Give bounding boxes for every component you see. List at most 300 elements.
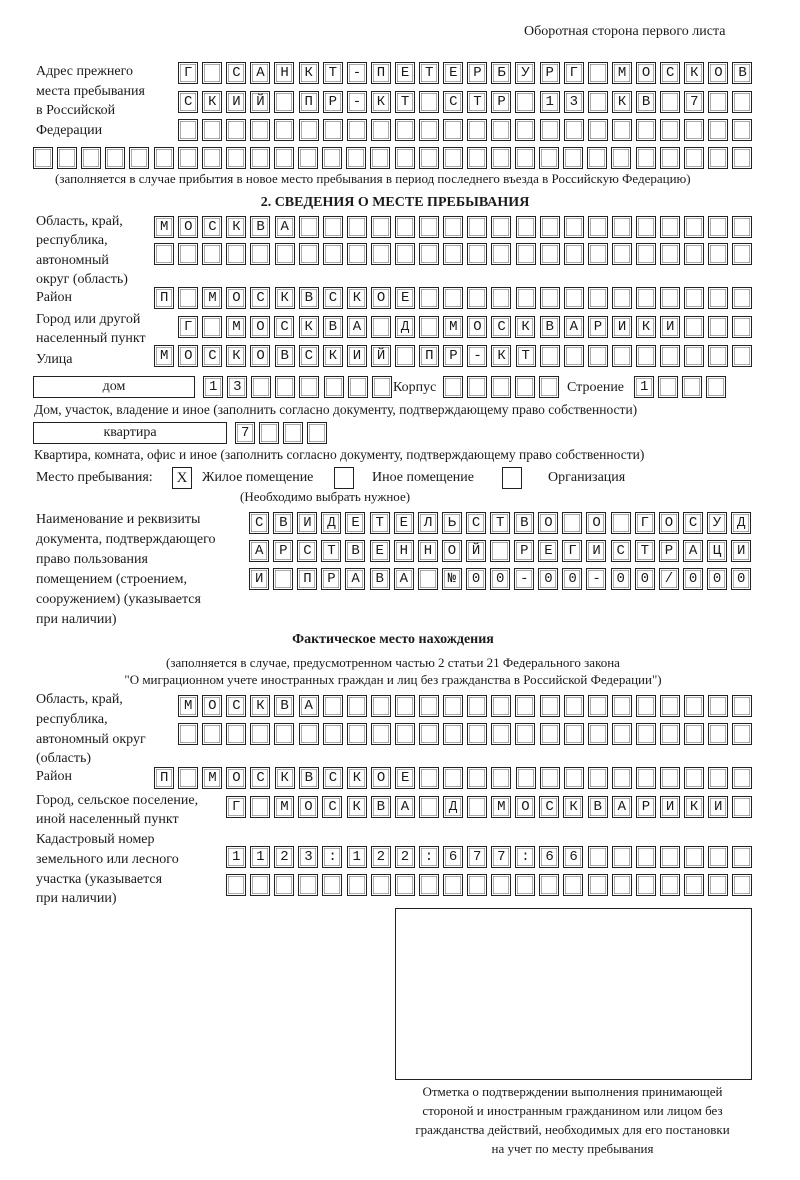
char-cell[interactable] [564,119,584,141]
char-cell[interactable] [660,723,680,745]
char-cell[interactable] [636,695,656,717]
prev-address-row-1[interactable] [178,62,763,84]
char-cell[interactable] [202,243,222,265]
document-label-3: право пользования [36,552,148,567]
street-label: Улица [36,352,73,367]
char-cell[interactable] [660,695,680,717]
char-cell[interactable] [564,345,584,367]
char-cell[interactable] [307,422,327,444]
prev-address-label-1: Адрес прежнего [36,64,133,79]
char-cell[interactable] [684,874,704,896]
char-cell[interactable] [732,767,752,789]
char-cell[interactable] [732,345,752,367]
char-cell[interactable] [250,119,270,141]
char-cell[interactable] [154,147,174,169]
char-cell[interactable] [732,723,752,745]
char-cell[interactable] [708,147,728,169]
actual-city-text: Г МОСКВА Д МОСКВАРИКИ [232,799,739,815]
char-cell[interactable] [299,723,319,745]
char-cell[interactable] [322,147,342,169]
char-cell[interactable] [612,767,632,789]
cadastral-label-3: участка (указывается [36,872,163,887]
stamp-caption-4: на учет по месту пребывания [491,1141,654,1156]
char-cell[interactable] [588,243,608,265]
char-cell[interactable] [684,243,704,265]
street-row[interactable] [154,345,753,367]
char-cell[interactable] [371,243,391,265]
korpus-label: Корпус [393,380,437,395]
char-cell[interactable] [299,119,319,141]
document-label-5: сооружением) (указывается [36,592,201,607]
prev-address-row-4[interactable] [33,147,753,169]
apartment-caption: Квартира, комната, офис и иное (заполнить согласно документу, подтверждающему право собственности) [34,447,645,462]
char-cell[interactable] [467,695,487,717]
actual-region-row-2[interactable] [178,723,753,745]
char-cell[interactable] [226,147,246,169]
char-cell[interactable] [371,874,391,896]
char-cell[interactable] [226,119,246,141]
char-cell[interactable] [708,287,728,309]
actual-region-label-4: (область) [36,751,92,766]
char-cell[interactable] [539,147,559,169]
char-cell[interactable] [660,287,680,309]
char-cell[interactable] [491,376,511,398]
char-cell[interactable] [443,767,463,789]
char-cell[interactable] [515,376,535,398]
actual-district-label: Район [36,769,72,784]
document-row-3[interactable] [249,568,762,590]
char-cell[interactable] [226,243,246,265]
char-cell[interactable] [636,216,656,238]
char-cell[interactable] [178,147,198,169]
char-cell[interactable] [612,119,632,141]
prev-address-label-2: места пребывания [36,84,145,99]
char-cell[interactable] [708,767,728,789]
char-cell[interactable] [660,345,680,367]
char-cell[interactable] [250,723,270,745]
korpus-row[interactable] [443,376,560,398]
region-row-1-text: МОСКВА [160,219,305,235]
char-cell[interactable] [588,695,608,717]
char-cell[interactable] [467,767,487,789]
char-cell[interactable] [250,243,270,265]
checkbox-residential[interactable]: X [172,467,192,489]
char-cell[interactable] [491,723,511,745]
char-cell[interactable] [660,767,680,789]
char-cell[interactable] [347,723,367,745]
char-cell[interactable] [563,147,583,169]
char-cell[interactable] [612,287,632,309]
char-cell[interactable] [732,147,752,169]
char-cell[interactable] [660,243,680,265]
char-cell[interactable] [274,147,294,169]
char-cell[interactable] [491,216,511,238]
prev-address-label-4: Федерации [36,123,103,138]
char-cell[interactable] [443,243,463,265]
char-cell[interactable] [708,723,728,745]
char-cell[interactable] [154,243,174,265]
char-cell[interactable] [708,119,728,141]
char-cell[interactable] [732,695,752,717]
apartment-number-row[interactable] [235,422,328,444]
cadastral-label-4: при наличии) [36,891,117,906]
char-cell[interactable] [732,287,752,309]
actual-city-label-1: Город, сельское поселение, [36,793,199,808]
char-cell[interactable] [684,216,704,238]
actual-region-row-1[interactable] [178,695,753,717]
char-cell[interactable] [612,216,632,238]
char-cell[interactable] [732,316,752,338]
actual-region-label-3: автономный округ [36,732,146,747]
char-cell[interactable] [371,119,391,141]
char-cell[interactable] [732,243,752,265]
char-cell[interactable] [491,287,511,309]
char-cell[interactable] [540,695,560,717]
char-cell[interactable] [491,147,511,169]
char-cell[interactable] [708,846,728,868]
char-cell[interactable] [491,119,511,141]
city-row-text: Г МОСКВА Д МОСКВАРИКИ [184,319,691,335]
char-cell[interactable] [706,376,726,398]
char-cell[interactable] [611,147,631,169]
char-cell[interactable] [636,723,656,745]
char-cell[interactable] [588,216,608,238]
actual-district-row[interactable] [154,767,753,789]
char-cell[interactable] [178,119,198,141]
char-cell[interactable] [33,147,53,169]
char-cell[interactable] [299,243,319,265]
char-cell[interactable] [564,767,584,789]
document-label-2: документа, подтверждающего [36,532,216,547]
char-cell[interactable] [684,846,704,868]
apartment-type-field[interactable]: квартира [33,422,227,444]
stamp-caption-1: Отметка о подтверждении выполнения принимающей [422,1084,723,1099]
char-cell[interactable] [324,376,344,398]
char-cell[interactable] [395,695,415,717]
char-cell[interactable] [81,147,101,169]
char-cell[interactable] [491,243,511,265]
char-cell[interactable] [467,119,487,141]
char-cell[interactable] [539,874,559,896]
char-cell[interactable] [371,695,391,717]
confirmation-stamp-box [395,908,752,1080]
char-cell[interactable] [612,243,632,265]
char-cell[interactable] [57,147,77,169]
char-cell[interactable] [419,216,439,238]
region-label-4: округ (область) [36,272,128,287]
document-row-2-text: АРСТВЕННОЙ РЕГИСТРАЦИ [255,543,762,559]
char-cell[interactable] [636,345,656,367]
char-cell[interactable] [636,119,656,141]
char-cell[interactable] [636,287,656,309]
header-note: Оборотная сторона первого листа [524,24,726,39]
char-cell[interactable] [515,695,535,717]
char-cell[interactable] [708,345,728,367]
char-cell[interactable] [660,119,680,141]
char-cell[interactable] [347,216,367,238]
char-cell[interactable] [636,147,656,169]
char-cell[interactable] [732,216,752,238]
char-cell[interactable] [467,287,487,309]
char-cell[interactable] [636,874,656,896]
char-cell[interactable] [684,767,704,789]
char-cell[interactable] [467,147,487,169]
document-row-3-text: И ПРАВА №00-00-00/000 [255,571,762,587]
char-cell[interactable] [636,846,656,868]
char-cell[interactable] [370,147,390,169]
char-cell[interactable] [202,723,222,745]
char-cell[interactable] [732,846,752,868]
char-cell[interactable] [226,723,246,745]
document-row-1[interactable] [249,512,762,534]
char-cell[interactable] [516,216,536,238]
char-cell[interactable] [708,243,728,265]
prev-address-row-1-text: Г САНКТ-ПЕТЕРБУРГ МОСКОВ [184,65,763,81]
char-cell[interactable] [346,147,366,169]
char-cell[interactable] [684,147,704,169]
char-cell[interactable] [732,874,752,896]
actual-city-row[interactable] [226,796,753,818]
house-number-text: 13 [209,379,258,395]
char-cell[interactable] [323,243,343,265]
char-cell[interactable] [588,767,608,789]
char-cell[interactable] [732,119,752,141]
char-cell[interactable] [588,723,608,745]
char-cell[interactable] [371,723,391,745]
char-cell[interactable] [323,119,343,141]
city-label-1: Город или другой [36,312,141,327]
char-cell[interactable] [395,119,415,141]
char-cell[interactable] [419,723,439,745]
char-cell[interactable] [684,723,704,745]
char-cell[interactable] [467,243,487,265]
char-cell[interactable] [612,345,632,367]
char-cell[interactable] [178,243,198,265]
checkbox-other-premises[interactable] [334,467,354,489]
char-cell[interactable] [516,767,536,789]
char-cell[interactable] [226,874,246,896]
char-cell[interactable] [588,287,608,309]
char-cell[interactable] [443,119,463,141]
char-cell[interactable] [202,119,222,141]
option-organization-label: Организация [548,470,626,485]
stamp-caption-2: стороной и иностранным гражданином или лицом без [422,1103,723,1118]
section2-title: 2. СВЕДЕНИЯ О МЕСТЕ ПРЕБЫВАНИЯ [260,195,530,210]
char-cell[interactable] [395,723,415,745]
char-cell[interactable] [443,287,463,309]
char-cell[interactable] [250,147,270,169]
char-cell[interactable] [419,695,439,717]
region-row-2[interactable] [154,243,753,265]
char-cell[interactable] [443,216,463,238]
char-cell[interactable] [467,376,487,398]
char-cell[interactable] [660,846,680,868]
char-cell[interactable] [588,345,608,367]
document-label-4: помещением (строением, [36,572,187,587]
char-cell[interactable] [298,147,318,169]
char-cell[interactable] [395,874,415,896]
char-cell[interactable] [684,119,704,141]
char-cell[interactable] [732,91,752,113]
char-cell[interactable] [372,376,392,398]
actual-district-text: П МОСКВСКОЕ [160,770,426,786]
apartment-number-text: 7 [241,425,266,441]
stay-place-label: Место пребывания: [36,470,153,485]
char-cell[interactable] [347,874,367,896]
document-row-2[interactable] [249,540,762,562]
char-cell[interactable] [419,147,439,169]
prev-address-row-3[interactable] [178,119,753,141]
char-cell[interactable] [564,243,584,265]
char-cell[interactable] [275,376,295,398]
district-label: Район [36,290,72,305]
house-type-field[interactable]: дом [33,376,195,398]
char-cell[interactable] [443,147,463,169]
char-cell[interactable] [395,147,415,169]
region-label-3: автономный [36,253,109,268]
actual-city-label-2: иной населенный пункт [36,812,179,827]
char-cell[interactable] [395,243,415,265]
char-cell[interactable] [322,874,342,896]
prev-address-label-3: в Российской [36,103,116,118]
char-cell[interactable] [684,345,704,367]
char-cell[interactable] [347,243,367,265]
char-cell[interactable] [684,287,704,309]
char-cell[interactable] [467,874,487,896]
char-cell[interactable] [443,874,463,896]
char-cell[interactable] [612,846,632,868]
actual-region-label-2: республика, [36,712,108,727]
document-label-1: Наименование и реквизиты [36,512,201,527]
char-cell[interactable] [348,376,368,398]
char-cell[interactable] [588,874,608,896]
char-cell[interactable] [323,723,343,745]
char-cell[interactable] [636,767,656,789]
char-cell[interactable] [708,216,728,238]
char-cell[interactable] [612,695,632,717]
building-label: Строение [567,380,625,395]
char-cell[interactable] [491,767,511,789]
char-cell[interactable] [540,723,560,745]
city-row[interactable] [178,316,753,338]
char-cell[interactable] [563,874,583,896]
cadastral-row-1[interactable] [226,846,753,868]
char-cell[interactable] [275,243,295,265]
char-cell[interactable] [708,316,728,338]
actual-region-label-1: Область, край, [36,692,123,707]
char-cell[interactable] [515,119,535,141]
district-row[interactable] [154,287,753,309]
char-cell[interactable] [660,874,680,896]
char-cell[interactable] [298,874,318,896]
char-cell[interactable] [419,874,439,896]
char-cell[interactable] [467,723,487,745]
char-cell[interactable] [274,119,294,141]
char-cell[interactable] [660,147,680,169]
house-number-row[interactable] [203,376,393,398]
char-cell[interactable] [443,723,463,745]
char-cell[interactable] [419,119,439,141]
char-cell[interactable] [540,287,560,309]
char-cell[interactable] [540,216,560,238]
building-row[interactable] [634,376,727,398]
char-cell[interactable] [202,147,222,169]
char-cell[interactable] [684,695,704,717]
char-cell[interactable] [682,376,702,398]
prev-address-row-2[interactable] [178,91,753,113]
char-cell[interactable] [283,422,303,444]
char-cell[interactable] [299,376,319,398]
char-cell[interactable] [588,119,608,141]
cadastral-number-text: 1123:122:677:66 [232,849,594,865]
char-cell[interactable] [323,216,343,238]
char-cell[interactable] [636,243,656,265]
actual-region-row-1-text: МОСКВА [184,698,329,714]
char-cell[interactable] [347,119,367,141]
char-cell[interactable] [443,695,463,717]
char-cell[interactable] [660,216,680,238]
char-cell[interactable] [708,874,728,896]
char-cell[interactable] [564,216,584,238]
char-cell[interactable] [274,723,294,745]
actual-location-title: Фактическое место нахождения [292,632,494,647]
cadastral-label-2: земельного или лесного [36,852,179,867]
option-other-premises-label: Иное помещение [372,470,474,485]
char-cell[interactable] [443,376,463,398]
document-row-1-text: СВИДЕТЕЛЬСТВО О ГОСУД [255,515,762,531]
char-cell[interactable] [347,695,367,717]
region-row-1[interactable] [154,216,753,238]
city-label-2: населенный пункт [36,331,146,346]
building-text: 1 [640,379,665,395]
cadastral-row-2[interactable] [226,874,753,896]
char-cell[interactable] [274,874,294,896]
char-cell[interactable] [539,376,559,398]
char-cell[interactable] [419,243,439,265]
char-cell[interactable] [564,695,584,717]
char-cell[interactable] [129,147,149,169]
char-cell[interactable] [515,874,535,896]
region-label-2: республика, [36,233,108,248]
char-cell[interactable] [178,723,198,745]
char-cell[interactable] [708,695,728,717]
char-cell[interactable] [564,723,584,745]
char-cell[interactable] [516,243,536,265]
char-cell[interactable] [540,119,560,141]
actual-location-note-1: (заполняется в случае, предусмотренном частью 2 статьи 21 Федерального закона [166,655,620,670]
char-cell[interactable] [467,216,487,238]
char-cell[interactable] [516,287,536,309]
char-cell[interactable] [612,723,632,745]
char-cell[interactable] [250,874,270,896]
stamp-caption-3: гражданства действий, необходимых для его постановки [415,1122,730,1137]
char-cell[interactable] [587,147,607,169]
stay-place-hint: (Необходимо выбрать нужное) [240,489,411,504]
char-cell[interactable] [371,216,391,238]
char-cell[interactable] [491,874,511,896]
char-cell[interactable] [491,695,511,717]
char-cell[interactable] [395,216,415,238]
char-cell[interactable] [515,723,535,745]
char-cell[interactable] [612,874,632,896]
char-cell[interactable] [515,147,535,169]
char-cell[interactable] [540,243,560,265]
char-cell[interactable] [105,147,125,169]
checkbox-organization[interactable] [502,467,522,489]
char-cell[interactable] [540,767,560,789]
char-cell[interactable] [564,287,584,309]
prev-address-row-2-text: СКИЙ ПР-КТ СТР 13 КВ 7 [184,94,715,110]
